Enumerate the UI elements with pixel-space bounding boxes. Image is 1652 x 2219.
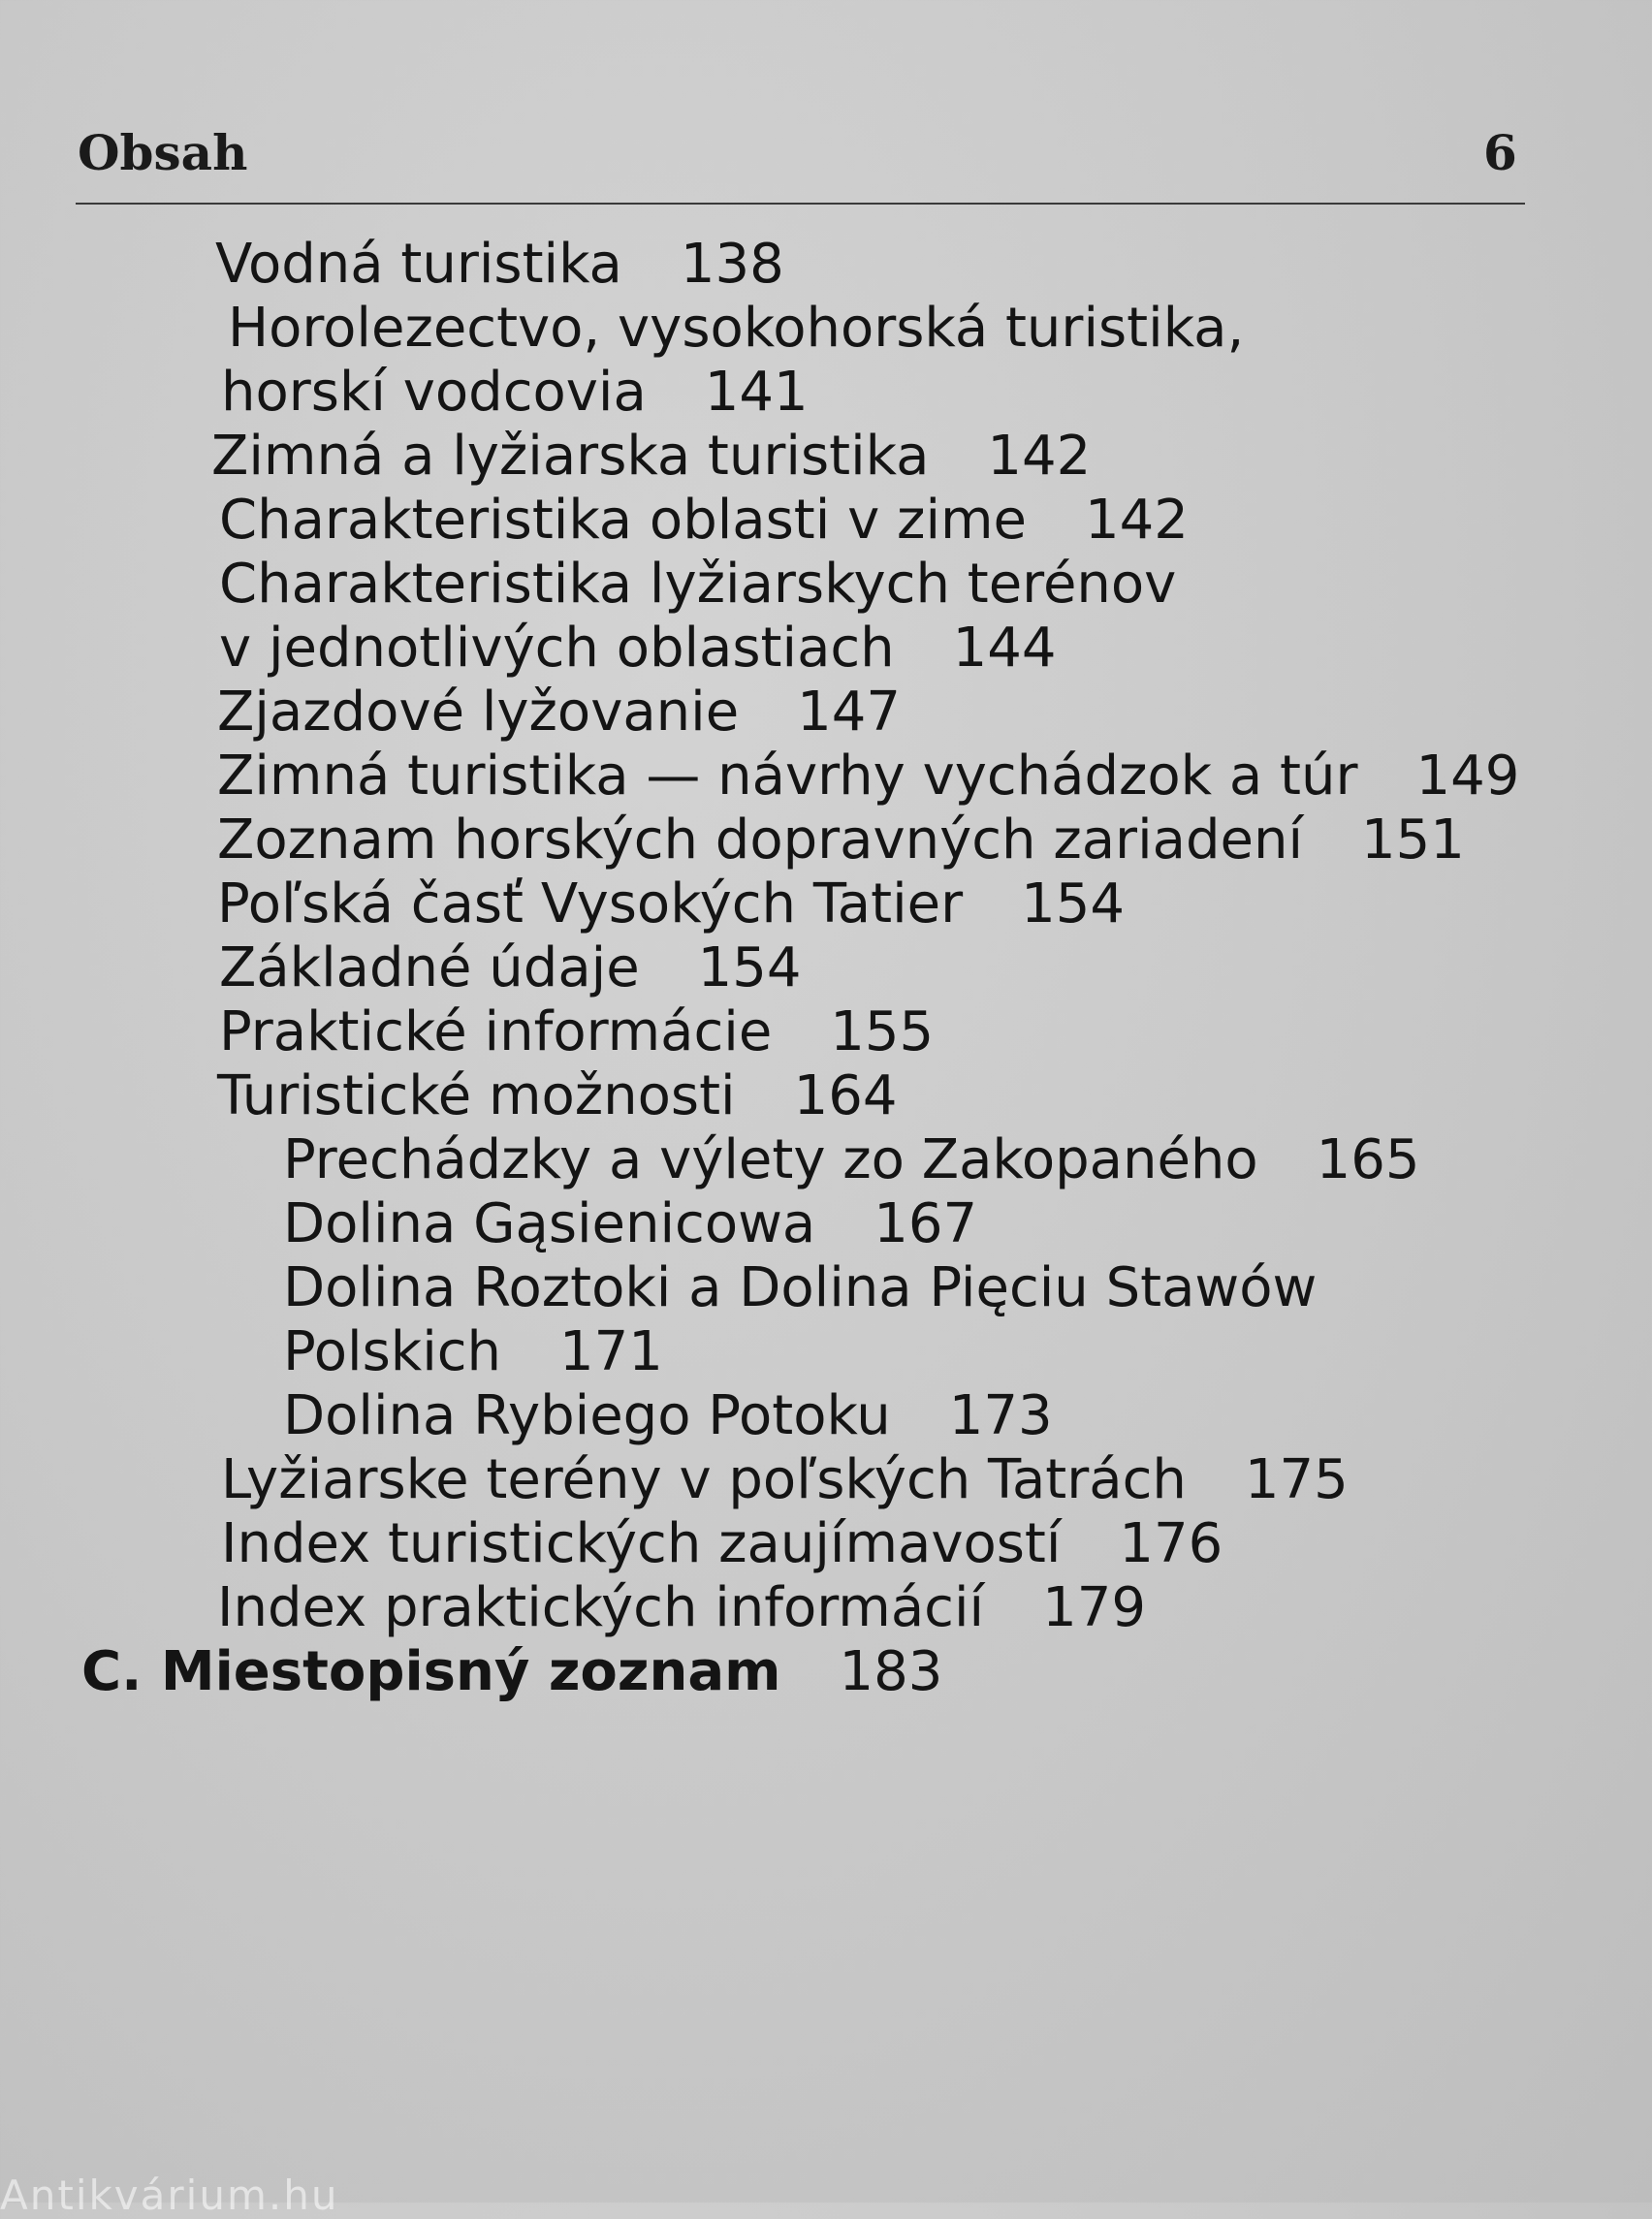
page-header-title: Obsah [78,124,248,181]
watermark: Antikvárium.hu [0,2171,339,2219]
toc-entry-page: 183 [839,1640,943,1703]
toc-entry-text: Dolina Gąsienicowa [283,1192,816,1255]
toc-entry-text: Zoznam horských dopravných zariadení [217,808,1303,872]
toc-entry-text: Zimná a lyžiarska turistika [211,425,930,488]
toc-entry-text: v jednotlivých oblastiach [219,617,895,680]
toc-entry-text: Prechádzky a výlety zo Zakopaného [283,1128,1258,1191]
toc-entry-text: Horolezectvo, vysokohorská turistika, [228,297,1245,360]
header-divider [76,203,1525,205]
toc-entry-page: 154 [697,936,802,999]
toc-entry-text: Turistické možnosti [217,1064,736,1127]
toc-entry-text: Lyžiarske terény v poľských Tatrách [221,1448,1187,1511]
toc-entry-page: 167 [874,1192,978,1255]
toc-entry-text: Zjazdové lyžovanie [217,681,740,744]
toc-entry-page: 144 [952,617,1057,680]
toc-entry-text: Základné údaje [219,936,640,999]
toc-entry-page: 173 [948,1384,1053,1447]
toc-entry-text: Poľská časť Vysokých Tatier [217,872,964,935]
toc-entry-page: 154 [1021,872,1125,935]
toc-entry-page: 165 [1316,1128,1420,1191]
toc-entry-page: 142 [987,425,1092,488]
toc-entry-text: Polskich [283,1320,502,1383]
toc-entry-text: Dolina Roztoki a Dolina Pięciu Stawów [283,1256,1318,1319]
toc-entry-page: 176 [1119,1512,1223,1575]
toc-entry-text: Praktické informácie [219,1000,773,1063]
toc-entry-page: 179 [1042,1576,1146,1639]
toc-entry-text: Index praktických informácií [217,1576,985,1639]
toc-entry-page: 171 [559,1320,663,1383]
toc-entry-text: Zimná turistika — návrhy vychádzok a túr [217,745,1358,808]
page-number: 6 [1483,124,1517,181]
toc-entry-text: Dolina Rybiego Potoku [283,1384,891,1447]
toc-entry-page: 141 [704,361,809,424]
toc-entry-text: Miestopisný zoznam [160,1640,781,1703]
toc-entry-page: 138 [680,233,784,296]
toc-entry-text: Charakteristika lyžiarskych terénov [219,553,1177,616]
toc-entry-page: 164 [793,1064,898,1127]
toc-entry-page: 151 [1361,808,1465,872]
toc-entry-page: 155 [830,1000,935,1063]
toc-entry-text: horskí vodcovia [221,361,647,424]
toc-entry-page: 147 [797,681,902,744]
toc-entry-text: Vodná turistika [215,233,622,296]
toc-entry-text: Index turistických zaujímavostí [221,1512,1062,1575]
toc-entry-page: 149 [1415,745,1520,808]
toc-entry-text: Charakteristika oblasti v zime [219,489,1027,552]
toc-entry-number: C. [81,1640,143,1703]
toc-entry-page: 175 [1244,1448,1349,1511]
toc-entry-page: 142 [1085,489,1189,552]
